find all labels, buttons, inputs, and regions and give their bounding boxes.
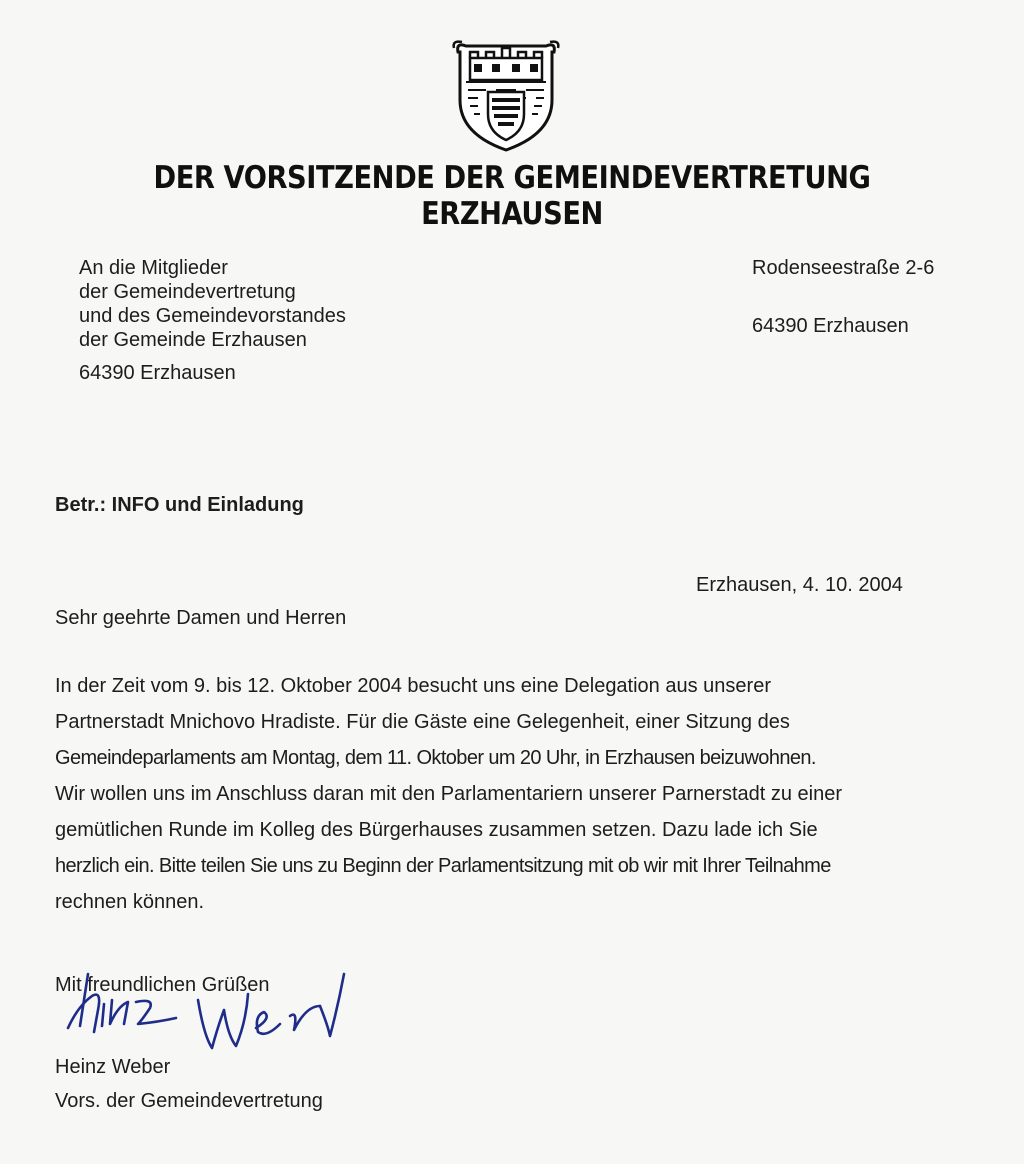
recipient-line: der Gemeinde Erzhausen [79,329,307,351]
signer-role: Vors. der Gemeindevertretung [55,1090,323,1112]
body-line: In der Zeit vom 9. bis 12. Oktober 2004 besucht uns eine Delegation aus unserer [55,675,771,697]
body-line: gemütlichen Runde im Kolleg des Bürgerhauses zusammen setzen. Dazu lade ich Sie [55,819,818,841]
recipient-line: der Gemeindevertretung [79,281,296,303]
sender-address [752,256,934,338]
recipient-line: An die Mitglieder [79,257,228,279]
letterhead-title: DER VORSITZENDE DER GEMEINDEVERTRETUNG ERZHAUSEN [153,160,871,232]
subject-line: Betr.: INFO und Einladung [55,494,304,516]
recipient-zip-city: 64390 Erzhausen [79,362,236,384]
signer-block [55,1050,323,1118]
body-line: Partnerstadt Mnichovo Hradiste. Für die Gäste eine Gelegenheit, einer Sitzung des [55,711,790,733]
closing-phrase: Mit freundlichen Grüßen [55,974,270,996]
body-line: herzlich ein. Bitte teilen Sie uns zu Beginn der Parlamentsitzung mit ob wir mit Ihrer Teilnahme [55,855,831,877]
date-line: Erzhausen, 4. 10. 2004 [696,574,903,596]
body-line: rechnen können. [55,891,205,913]
body-line: Wir wollen uns im Anschluss daran mit den Parlamentariern unserer Parnerstadt zu einer [55,783,843,805]
recipient-line: und des Gemeindevorstandes [79,305,346,327]
sender-zip-city: 64390 Erzhausen [752,315,909,337]
recipient-address [79,256,346,385]
signer-name: Heinz Weber [55,1056,171,1078]
sender-street: Rodenseestraße 2-6 [752,257,935,279]
body-line: Gemeindeparlaments am Montag, dem 11. Oktober um 20 Uhr, in Erzhausen beizuwohnen. [55,747,816,769]
salutation: Sehr geehrte Damen und Herren [55,607,347,629]
letter-body [55,668,975,920]
erzhausen-coat-of-arms-icon [452,38,560,154]
